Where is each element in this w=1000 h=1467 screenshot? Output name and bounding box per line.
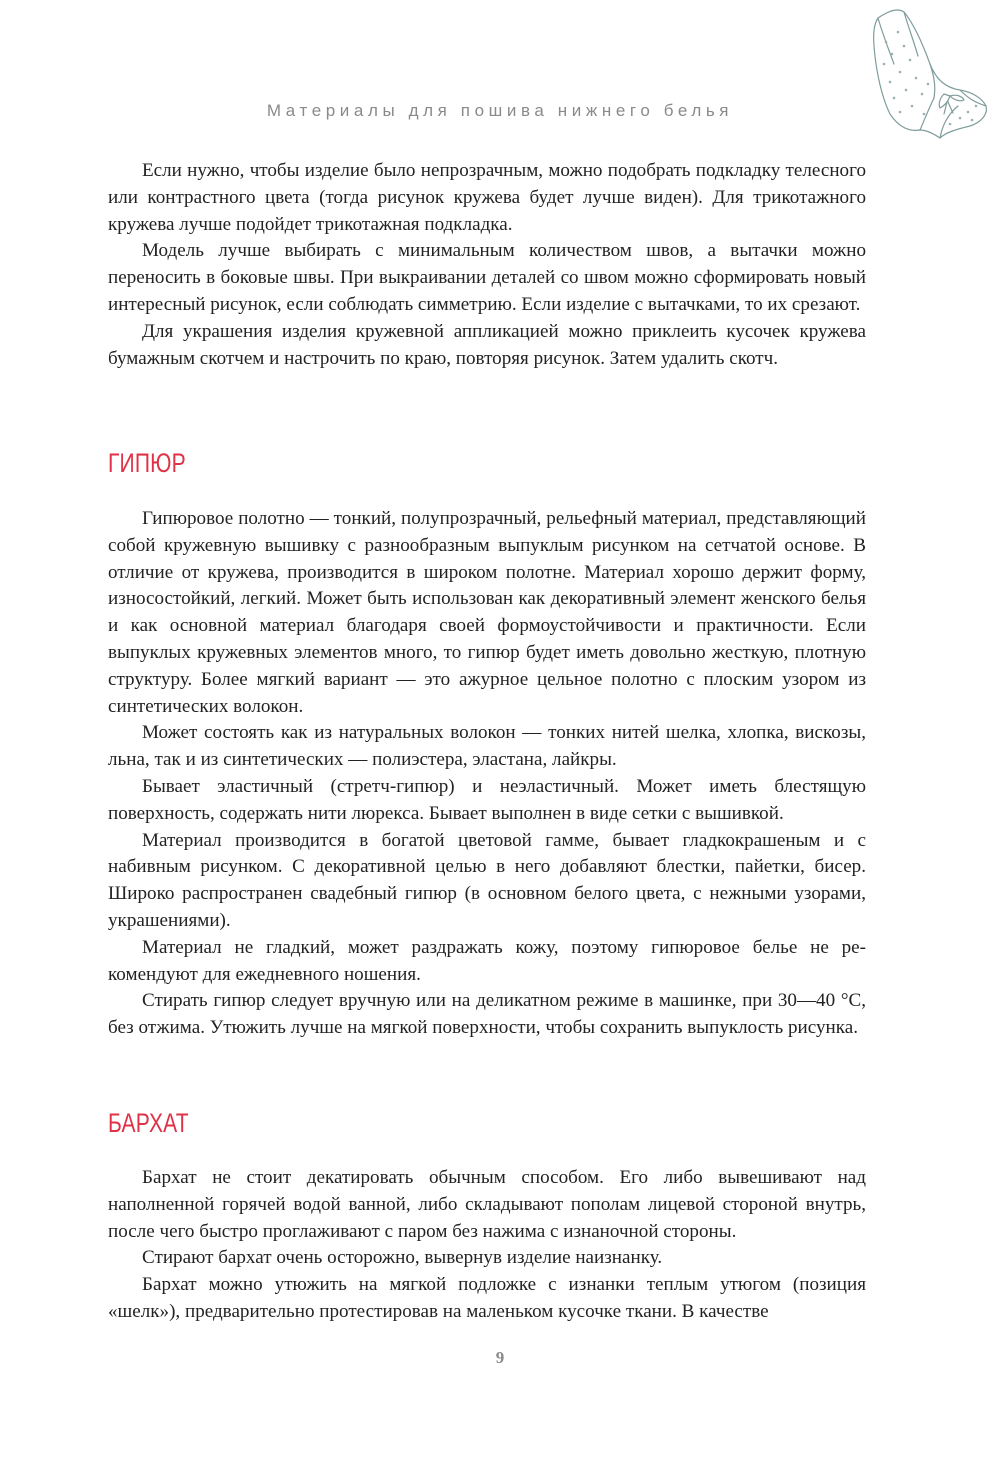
paragraph: Для украшения изделия кружевной аппликацией можно приклеить кусочек кружева бумажным скотчем и настрочить по краю, повторяя рисунок. Затем удалить скотч.	[108, 320, 866, 369]
paragraph: Бархат не стоит декатировать обычным способом. Его либо вывешивают над наполненной горячей водой ванной, либо складывают пополам лицевой стороной внутрь, после чего быстро проглаживают с паром без нажима с изнаночной стороны.	[108, 1167, 866, 1242]
paragraph: Модель лучше выбирать с минимальным количеством швов, а вытачки можно переносить в боковые швы. При выкраивании деталей со швом можно сформировать новый интересный рисунок, если соблюдать симметрию. Если изделие с вытачками, то их срезают.	[108, 240, 866, 315]
lace-panties-illustration-icon	[864, 2, 994, 152]
section-heading-guipure: ГИПЮР	[108, 448, 186, 478]
paragraph: Гипюровое полотно — тонкий, полупрозрачный, рельефный материал, представляющий собой кружевную вышивку с разнообразным выпуклым рисунком на сетчатой основе. В отличие от кружева, производится в широком полотне. Материал хорошо держит форму, износостойкий, легкий. Может быть использован как декоративный элемент женского белья и как основной материал благодаря своей формоустойчивости и практичности. Если выпуклых кружевных элементов много, то гипюр будет иметь довольно жесткую, плотную структуру. Более мягкий вариант — это ажурное цельное полотно с плоским узором из синтетических волокон.	[108, 508, 866, 717]
paragraph: Материал производится в богатой цветовой гамме, бывает гладкокрашеным и с набивным рисунком. С декоративной целью в него добавляют блестки, пайетки, бисер. Широко распространен свадебный гипюр (в основном белого цвета, с нежными узорами, украшениями).	[108, 829, 866, 931]
page-number: 9	[495, 1348, 505, 1367]
paragraph: Стирать гипюр следует вручную или на деликатном режиме в машинке, при 30—40 °С, без отжима. Утюжить лучше на мягкой поверхности, чтобы сохранить выпуклость рисунка.	[108, 990, 866, 1039]
paragraph: Если нужно, чтобы изделие было непрозрачным, можно подобрать подкладку телесного или контрастного цвета (тогда рисунок кружева будет лучше виден). Для трикотажного кружева лучше подойдет трикотажная подкладка.	[108, 160, 866, 235]
paragraph: Стирают бархат очень осторожно, вывернув изделие наизнанку.	[142, 1247, 663, 1269]
paragraph: Может состоять как из натуральных волокон — тонких нитей шелка, хлопка, вискозы, льна, так и из синтетических — полиэстера, эластана, лайкры.	[108, 722, 866, 771]
velvet-text	[108, 1165, 866, 1326]
paragraph: Бархат можно утюжить на мягкой подложке с изнанки теплым утюгом (позиция «шелк»), предварительно протестировав на маленьком кусочке ткани. В качестве	[108, 1274, 866, 1322]
paragraph: Материал не гладкий, может раздражать кожу, поэтому гипюровое белье не рекомендуют для ежедневного ношения.	[108, 936, 866, 985]
paragraph: Бывает эластичный (стретч-гипюр) и неэластичный. Может иметь блестящую поверхность, содержать нити люрекса. Бывает выполнен в виде сетки с вышивкой.	[108, 775, 866, 824]
intro-text	[108, 158, 866, 372]
guipure-text	[108, 506, 866, 1042]
running-head: Материалы для пошива нижнего белья	[266, 101, 734, 120]
section-heading-velvet: БАРХАТ	[108, 1108, 189, 1138]
